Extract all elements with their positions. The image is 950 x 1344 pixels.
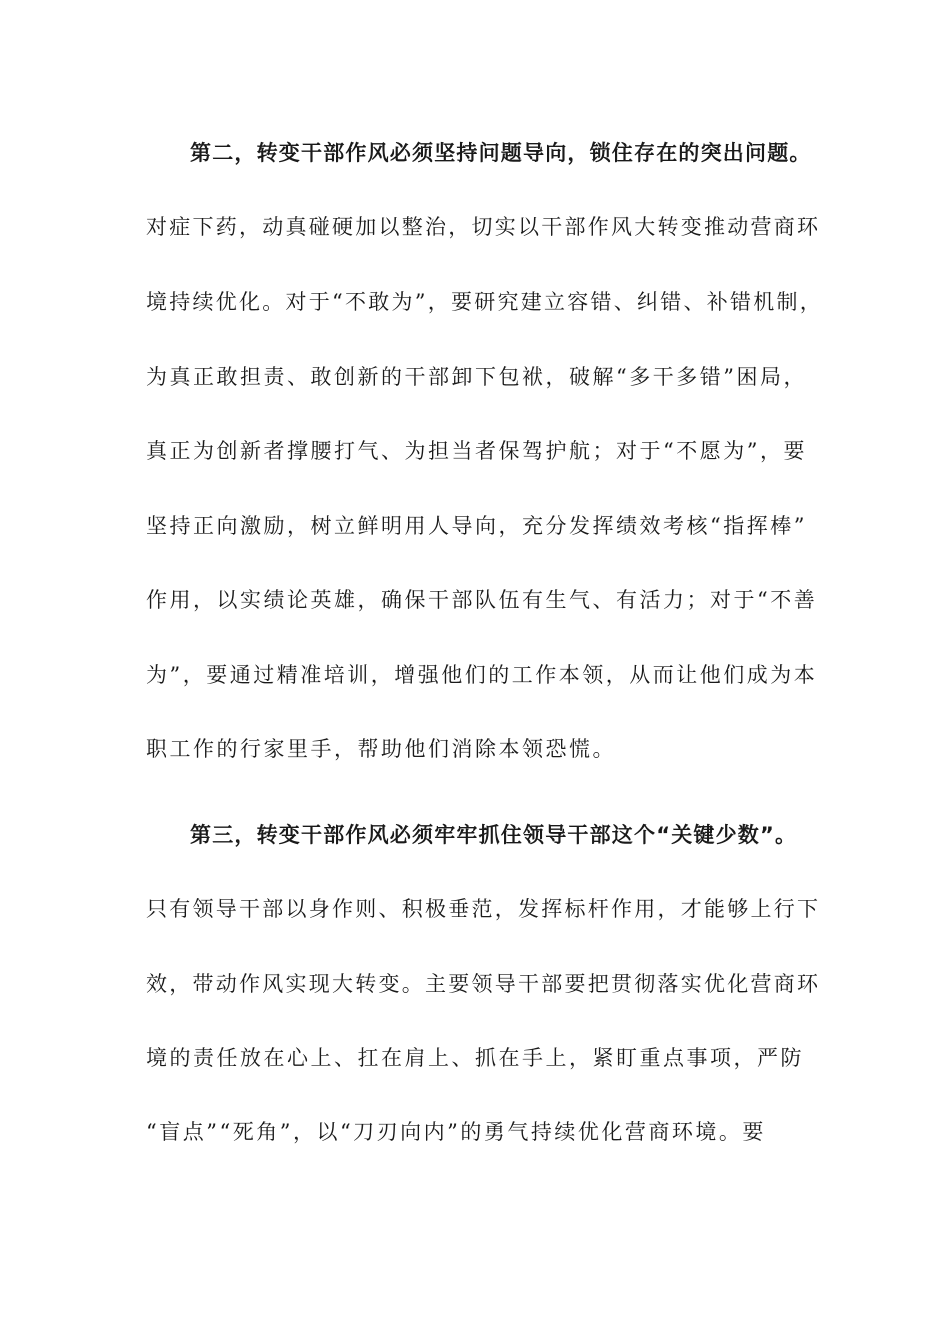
section-3-line-2: 效，带动作风实现大转变。主要领导干部要把贯彻落实优化营商环 <box>146 972 821 996</box>
section-2-line-6: 作用，以实绩论英雄，确保干部队伍有生气、有活力；对于“不善 <box>146 588 818 612</box>
section-3-line-3: 境的责任放在心上、扛在肩上、抓在手上，紧盯重点事项，严防 <box>146 1046 804 1070</box>
section-2-line-3: 为真正敢担责、敢创新的干部卸下包袱，破解“多干多错”困局， <box>146 365 807 389</box>
section-2-line-2: 境持续优化。对于“不敢为”，要研究建立容错、纠错、补错机制， <box>146 290 823 314</box>
section-3-line-4: “盲点”“死角”，以“刀刃向内”的勇气持续优化营商环境。要 <box>146 1120 766 1144</box>
section-2-heading: 第二，转变干部作风必须坚持问题导向，锁住存在的突出问题。 <box>190 141 812 165</box>
section-3-line-1: 只有领导干部以身作则、积极垂范，发挥标杆作用，才能够上行下 <box>146 897 821 921</box>
section-2-line-8: 职工作的行家里手，帮助他们消除本领恐慌。 <box>146 737 616 761</box>
section-3-heading: 第三，转变干部作风必须牢牢抓住领导干部这个“关键少数”。 <box>190 823 798 847</box>
section-2-line-1: 对症下药，动真碰硬加以整治，切实以干部作风大转变推动营商环 <box>146 215 821 239</box>
section-2-line-4: 真正为创新者撑腰打气、为担当者保驾护航；对于“不愿为”，要 <box>146 439 807 463</box>
section-2-line-7: 为”，要通过精准培训，增强他们的工作本领，从而让他们成为本 <box>146 663 818 687</box>
section-2-line-5: 坚持正向激励，树立鲜明用人导向，充分发挥绩效考核“指挥棒” <box>146 514 807 538</box>
